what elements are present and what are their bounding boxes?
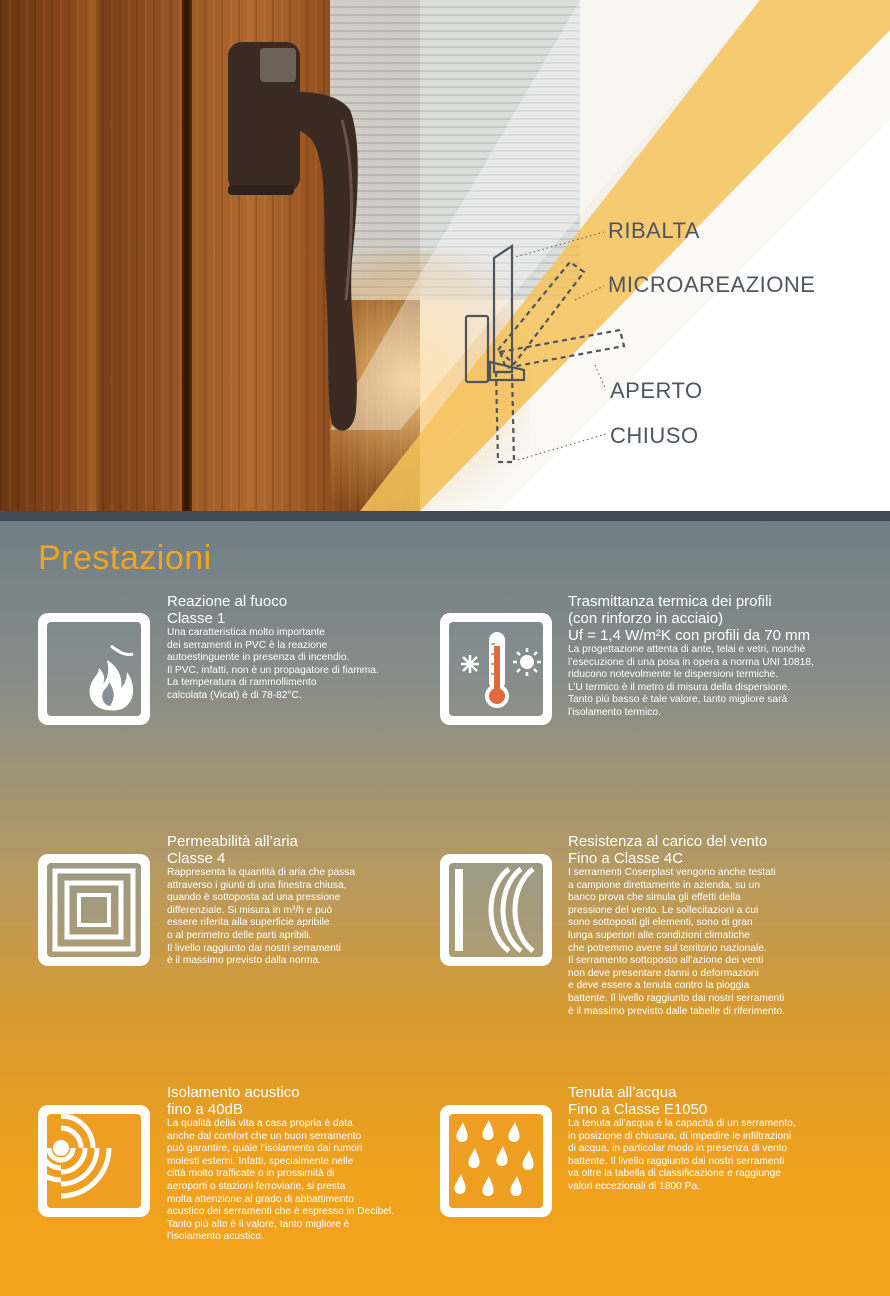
feature-value: Uf = 1,4 W/m²K con profili da 70 mm	[568, 627, 811, 644]
air-permeability-icon	[47, 863, 141, 957]
feature-title: Tenuta all’acqua	[568, 1084, 677, 1101]
feature-title: Resistenza al carico del vento	[568, 833, 768, 850]
wind-load-icon	[449, 863, 543, 957]
feature-value: Fino a Classe E1050	[568, 1101, 708, 1118]
feature-water	[568, 1084, 868, 1194]
section-title: Prestazioni	[38, 539, 212, 577]
thermometer-icon-tile	[440, 613, 552, 725]
hero-section	[0, 0, 890, 511]
performance-section	[0, 521, 890, 1296]
sun-icon	[513, 648, 541, 676]
sound-insulation-icon-tile	[38, 1105, 150, 1217]
feature-wind	[568, 833, 868, 1018]
water-tightness-icon-tile	[440, 1105, 552, 1217]
feature-description: I serramenti Coserplast vengono anche testati a campione direttamente in azienda, su un banco prova che simula gli effetti della pressione del vento. Le sollecitazioni a cui sono sottoposti gli elementi, sono di gran lunga superiori alle condizioni climatiche che potremmo avere sul territorio nazionale. Il serramento sottoposto all’azione dei venti non deve presentare danni o deformazioni e deve essere a tenuta contro la pioggia battente. Il livello raggiunto dai nostri serramenti è il massimo previsto dalle tabelle di riferimento.	[568, 867, 785, 1017]
feature-value: Classe 1	[167, 610, 226, 627]
feature-title: Trasmittanza termica dei profili (con rinforzo in acciaio)	[568, 593, 772, 627]
fire-icon-tile	[38, 613, 150, 725]
feature-description: Una caratteristica molto importante dei serramenti in PVC è la reazione autoestinguente in presenza di incendio. Il PVC, infatti, non è un propagatore di fiamma. La temperatura di rammollimento calcolata (Vicat) è di 78-82°C.	[167, 627, 379, 701]
feature-description: La qualità della vita a casa propria è data anche dal comfort che un buon serramento può garantire, quale l’isolamento dai rumori molesti esterni. Infatti, specialmente nelle città molto trafficate o in prossimità di aeroporti o stazioni ferroviarie, si presta molta attenzione al grado di abbattimento acustico dei serramenti che è espresso in Decibel. Tanto più alto è il valore, tanto migliore è l’isolamento acustico.	[167, 1118, 395, 1243]
feature-description: La progettazione attenta di ante, telai e vetri, nonchè l’esecuzione di una posa in opera a norma UNI 10818, riducono notevolmente le dispersioni termiche. L’U termico è il metro di misura della dispersione. Tanto più basso è tale valore, tanto migliore sarà l’isolamento termico.	[568, 644, 814, 718]
window-handle-photo	[228, 42, 358, 431]
state-label-ribalta: RIBALTA	[608, 218, 700, 243]
hero-graphics	[0, 0, 890, 511]
water-tightness-icon	[449, 1114, 543, 1208]
fire-icon	[47, 622, 141, 716]
feature-value: fino a 40dB	[167, 1101, 243, 1118]
sound-insulation-icon	[47, 1114, 141, 1208]
feature-fire	[167, 593, 417, 703]
feature-description: Rappresenta la quantità di aria che passa attraverso i giunti di una finestra chiusa, quando è sottoposta ad una pressione differenziale. Si misura in m³/h e può essere riferita alla superficie apribile o al perimetro delle parti apribili. Il livello raggiunto dai nostri serramenti è il massimo previsto dalla norma.	[167, 867, 356, 967]
feature-title: Permeabilità all’aria	[167, 833, 298, 850]
state-label-aperto: APERTO	[610, 378, 703, 403]
divider-bar	[0, 511, 890, 521]
snowflake-icon	[461, 655, 479, 673]
feature-title: Reazione al fuoco	[167, 593, 288, 610]
thermometer-icon	[449, 622, 543, 716]
feature-sound	[167, 1084, 432, 1244]
feature-description: La tenuta all’acqua è la capacità di un serramento, in posizione di chiusura, di impedire le infiltrazioni di acqua, in particolar modo in presenza di vento battente. Il livello raggiunto dai nostri serramenti va oltre la tabella di classificazione e raggiunge valori eccezionali di 1800 Pa.	[568, 1118, 796, 1192]
feature-air	[167, 833, 417, 968]
state-label-chiuso: CHIUSO	[610, 423, 699, 448]
feature-title: Isolamento acustico	[167, 1084, 300, 1101]
air-permeability-icon-tile	[38, 854, 150, 966]
wind-load-icon-tile	[440, 854, 552, 966]
feature-thermal	[568, 593, 868, 720]
state-label-microareazione: MICROAREAZIONE	[608, 272, 816, 297]
feature-value: Fino a Classe 4C	[568, 850, 684, 867]
feature-value: Classe 4	[167, 850, 226, 867]
